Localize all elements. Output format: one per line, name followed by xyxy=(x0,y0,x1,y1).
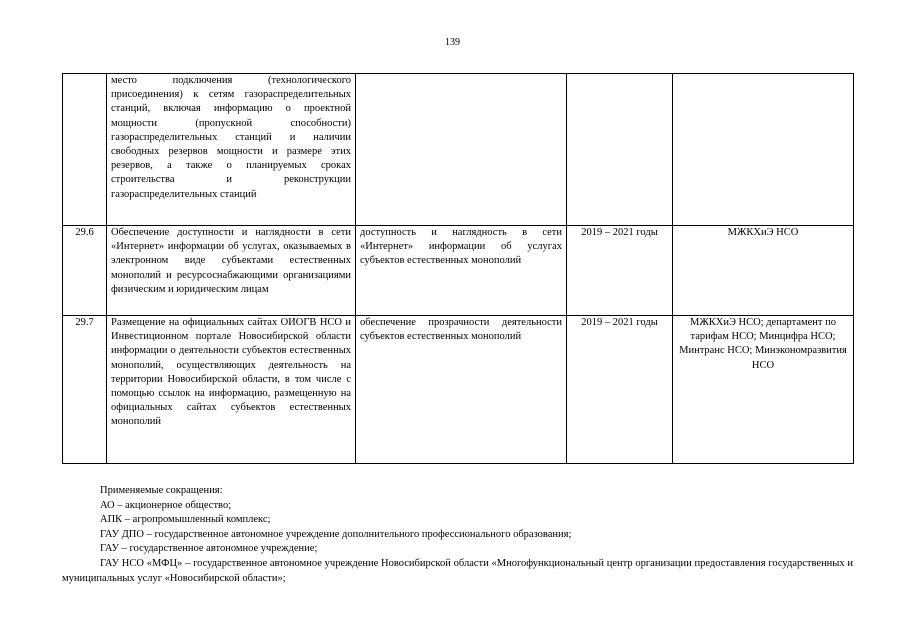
abbreviation-item: ГАУ НСО «МФЦ» – государственное автономное учреждение Новосибирской области «Многофункциональный центр организации предоставления государственных и муниципальных услуг «Новосибирской области»; xyxy=(62,557,853,584)
row-number xyxy=(63,74,107,226)
period-cell: 2019 – 2021 годы xyxy=(567,226,673,316)
measure-cell: Размещение на официальных сайтах ОИОГВ НСО и Инвестиционном портале Новосибирской области информации о деятельности субъектов естественных монополий, осуществляющих деятельность на территории Новосибирской области, в том числе с помощью ссылок на информацию, размещенную на официальных сайтах субъектов естественных монополий xyxy=(107,316,356,464)
abbreviation-item: ГАУ ДПО – государственное автономное учреждение дополнительного профессионального образования; xyxy=(100,528,572,540)
table-row xyxy=(63,226,854,316)
page-number: 139 xyxy=(445,37,460,48)
result-cell xyxy=(356,74,567,226)
measure-cell: Обеспечение доступности и наглядности в сети «Интернет» информации об услугах, оказываемых в электронном виде субъектами естественных монополий и ресурсоснабжающими организациями физическим и юридическим лицам xyxy=(107,226,356,316)
abbreviation-item: ГАУ – государственное автономное учреждение; xyxy=(100,543,318,555)
row-number: 29.6 xyxy=(63,226,107,316)
measure-cell: место подключения (технологического присоединения) к сетям газораспределительных станций, включая информацию о проектной мощности (пропускной способности) газораспределительных станций и наличии свободных резервов мощности и размере этих резервов, а также о планируемых сроках строительства и реконструкции газораспределительных станций xyxy=(107,74,356,226)
table-row xyxy=(63,74,854,226)
result-cell: доступность и наглядность в сети «Интернет» информации об услугах субъектов естественных монополий xyxy=(356,226,567,316)
responsible-cell xyxy=(673,74,854,226)
measures-table xyxy=(62,73,854,464)
table-row xyxy=(63,316,854,464)
abbreviation-item: АПК – агропромышленный комплекс; xyxy=(100,514,271,526)
abbreviations-heading: Применяемые сокращения: xyxy=(100,485,223,496)
abbreviations-section xyxy=(62,484,853,586)
period-cell: 2019 – 2021 годы xyxy=(567,316,673,464)
result-cell: обеспечение прозрачности деятельности субъектов естественных монополий xyxy=(356,316,567,464)
row-number: 29.7 xyxy=(63,316,107,464)
responsible-cell: МЖКХиЭ НСО xyxy=(673,226,854,316)
responsible-cell: МЖКХиЭ НСО; департамент по тарифам НСО; Минцифра НСО; Минтранс НСО; Минэкономразвития НСО xyxy=(673,316,854,464)
abbreviation-item: АО – акционерное общество; xyxy=(100,499,232,511)
period-cell xyxy=(567,74,673,226)
